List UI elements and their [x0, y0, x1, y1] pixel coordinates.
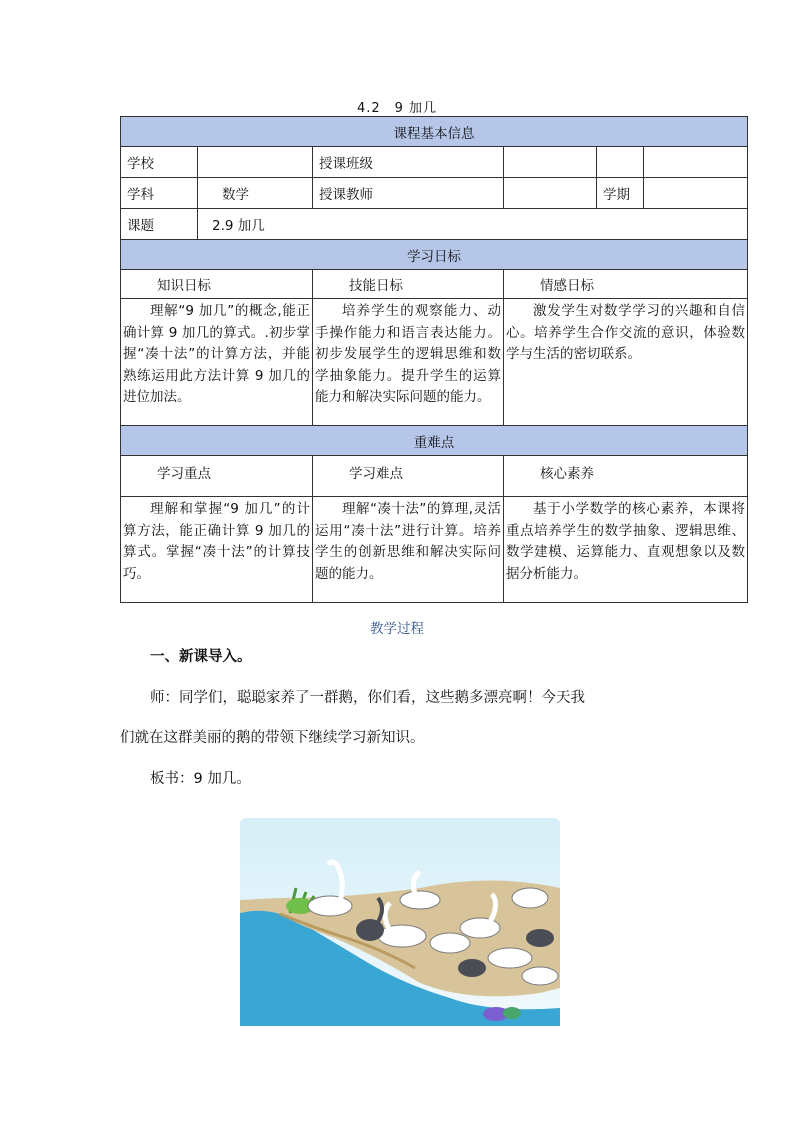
document-title: 4.2 9 加几: [356, 101, 438, 116]
paragraph-2-text: 板书：9 加几。: [150, 771, 251, 787]
term-label: 学期: [597, 178, 644, 209]
class-label: 授课班级: [313, 147, 504, 178]
header-learning-goals: 学习日标: [121, 240, 748, 270]
topic-value: 2.9 加几: [198, 209, 748, 240]
paragraph-1-text-1: 师：同学们，聪聪家养了一群鹅，你们看，这些鹅多漂亮啊！今天我: [150, 690, 585, 706]
green-stone: [503, 1007, 521, 1019]
difficult-point-text: 理解“凑十法”的算理,灵活运用“凑十法”进行计算。培养学生的创新思维和解决实际问题的能力。: [313, 497, 504, 603]
class-extra[interactable]: [597, 147, 644, 178]
class-extra-2[interactable]: [644, 147, 748, 178]
intro-heading: [120, 645, 700, 666]
teaching-process-label: 教学过程: [370, 621, 424, 637]
emotion-goal-heading: 情感日标: [504, 270, 748, 299]
school-label: 学校: [121, 147, 198, 178]
skill-goal-text: 培养学生的观察能力、动手操作能力和语言表达能力。初步发展学生的逻辑思维和数学抽象能力。提升学生的运算能力和解决实际问题的能力。: [313, 299, 504, 426]
emotion-goal-text: 激发学生对数学学习的兴趣和自信心。培养学生合作交流的意识，体验数学与生活的密切联系。: [504, 299, 748, 426]
knowledge-goal-text: 理解“9 加几”的概念,能正确计算 9 加几的算式。.初步掌握“凑十法”的计算方法，并能熟练运用此方法计算 9 加几的进位加法。: [121, 299, 313, 426]
subject-value: 数学: [198, 178, 313, 209]
header-course-basic-info: 课程基本信息: [121, 117, 748, 147]
geese-illustration: [240, 818, 560, 1026]
teacher-value[interactable]: [504, 178, 597, 209]
paragraph-1-line-1: [120, 686, 700, 707]
skill-goal-heading: 技能日标: [313, 270, 504, 299]
key-point-text: 理解和掌握“9 加几”的计算方法，能正确计算 9 加几的算式。掌握“凑十法”的计算技巧。: [121, 497, 313, 603]
paragraph-2: [120, 767, 700, 788]
core-literacy-text: 基于小学数学的核心素养，本课将重点培养学生的数学抽象、逻辑思维、数学建模、运算能力、直观想象以及数据分析能力。: [504, 497, 748, 603]
teacher-label: 授课教师: [313, 178, 504, 209]
paragraph-1-line-2: 们就在这群美丽的鹅的带领下继续学习新知识。: [120, 730, 425, 746]
subject-label: 学科: [121, 178, 198, 209]
topic-label: 课题: [121, 209, 198, 240]
course-info-table: [120, 116, 748, 603]
difficult-point-heading: 学习难点: [313, 456, 504, 497]
header-key-difficult-points: 重难点: [121, 426, 748, 456]
class-value[interactable]: [504, 147, 597, 178]
school-value[interactable]: [198, 147, 313, 178]
core-literacy-heading: 核心素养: [504, 456, 748, 497]
key-point-heading: 学习重点: [121, 456, 313, 497]
term-value[interactable]: [644, 178, 748, 209]
knowledge-goal-heading: 知识日标: [121, 270, 313, 299]
intro-heading-text: 一、新课导入。: [150, 649, 252, 665]
